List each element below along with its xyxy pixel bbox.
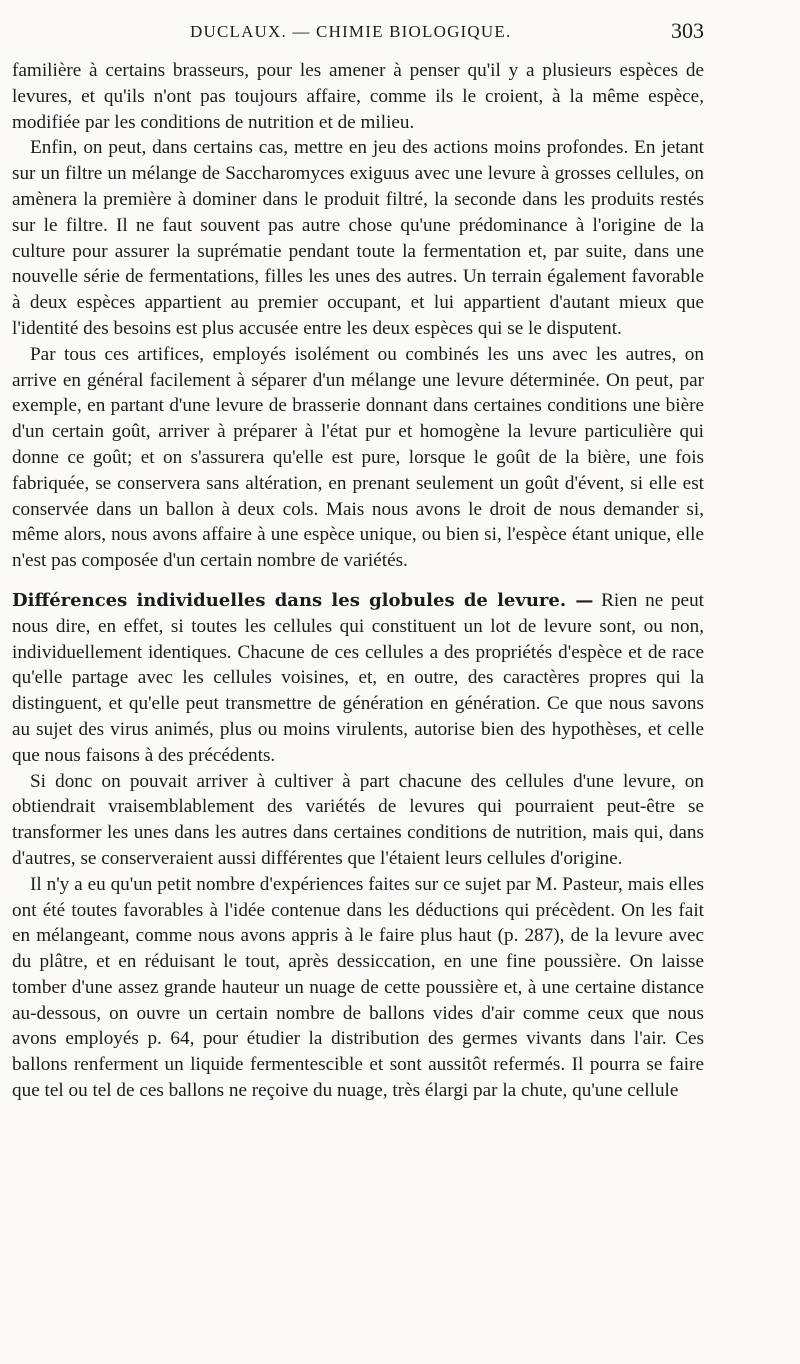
paragraph-artifices: Par tous ces artifices, employés isolément ou combinés les uns avec les autres, on arrive en général facilement à séparer d'un mélange une levure déterminée. On peut, par exemple, en partant d'une levure de brasserie donnant dans certaines conditions une bière d'un certain goût, arriver à préparer à l'état pur et homogène la levure particulière qui donne ce goût; et on s'assurera qu'elle est pure, lorsque le goût de la bière, une fois fabriquée, se conservera sans altération, en prenant seulement un goût d'évent, si elle est conservée dans un ballon à deux cols. Mais nous avons le droit de nous demander si, même alors, nous avons affaire à une espèce unique, ou bien si, l'espèce étant unique, elle n'est pas composée d'un certain nombre de variétés. — [12, 343, 704, 572]
section-title: Différences individuelles dans les globules de levure. — — [12, 589, 594, 611]
running-title: DUCLAUX. — CHIMIE BIOLOGIQUE. — [190, 22, 512, 41]
paragraph-experiences: Il n'y a eu qu'un petit nombre d'expériences faites sur ce sujet par M. Pasteur, mais elles ont été toutes favorables à l'idée contenue dans les déductions qui précèdent. On les fait en mélangeant, comme nous avons appris à le faire plus haut (p. 287), de la levure avec du plâtre, et en réduisant le tout, après dessiccation, en une fine poussière. On laisse tomber d'une assez grande hauteur un nuage de cette poussière et, à une certaine distance au-dessous, on ouvre un certain nombre de ballons vides d'air comme ceux que nous avons employés p. 64, pour étudier la distribution des germes vivants dans l'air. Ces ballons renferment un liquide fermentescible et sont aussitôt refermés. Il pourra se faire que tel ou tel de ces ballons ne reçoive du nuage, très élargi par la chute, qu'une cellule — [12, 873, 704, 1102]
paragraph-filter: Enfin, on peut, dans certains cas, mettre en jeu des actions moins profondes. En jetant sur un filtre un mélange de Saccharomyces exiguus avec une levure à grosses cellules, on amènera la première à dominer dans le produit filtré, la seconde dans les produits restés sur le filtre. Il ne faut souvent pas autre chose qu'une prédominance à l'origine de la culture pour assurer la suprématie pendant toute la fermentation et, par suite, dans une nouvelle série de fermentations, filles les unes des autres. Un terrain également favorable à deux espèces appartient au premier occupant, et lui appartient d'autant mieux que l'identité des besoins est plus accusée entre les deux espèces qui se le disputent. — [12, 137, 704, 339]
page-number: 303 — [671, 18, 704, 43]
section-body: Rien ne peut nous dire, en effet, si toutes les cellules qui constituent un lot de levure sont, ou non, individuellement identiques. Chacune de ces cellules a des propriétés d'espèce et de race qu'elle partage avec les cellules voisines, et, en outre, des caractères propres qui la distinguent, et qu'elle peut transmettre de génération en génération. Ce que nous savons au sujet des virus animés, plus ou moins virulents, autorise bien des hypothèses, et celle que nous faisons à des précédents. — [12, 589, 705, 766]
paragraph-continued: familière à certains brasseurs, pour les amener à penser qu'il y a plusieurs espèces de levures, et qu'ils n'ont pas toujours affaire, comme ils le croient, à la même espèce, modifiée par les conditions de nutrition et de milieu. — [12, 60, 704, 133]
paragraph-cultiver: Si donc on pouvait arriver à cultiver à part chacune des cellules d'une levure, on obtiendrait vraisemblablement des variétés de levures qui pourraient peut-être se transformer les unes dans les autres dans certaines conditions de nutrition, mais qui, dans d'autres, se conserveraient aussi différentes que l'étaient leurs cellules d'origine. — [12, 770, 704, 869]
body-text — [12, 58, 704, 1104]
running-head — [0, 18, 800, 48]
paragraph-section — [12, 588, 704, 769]
